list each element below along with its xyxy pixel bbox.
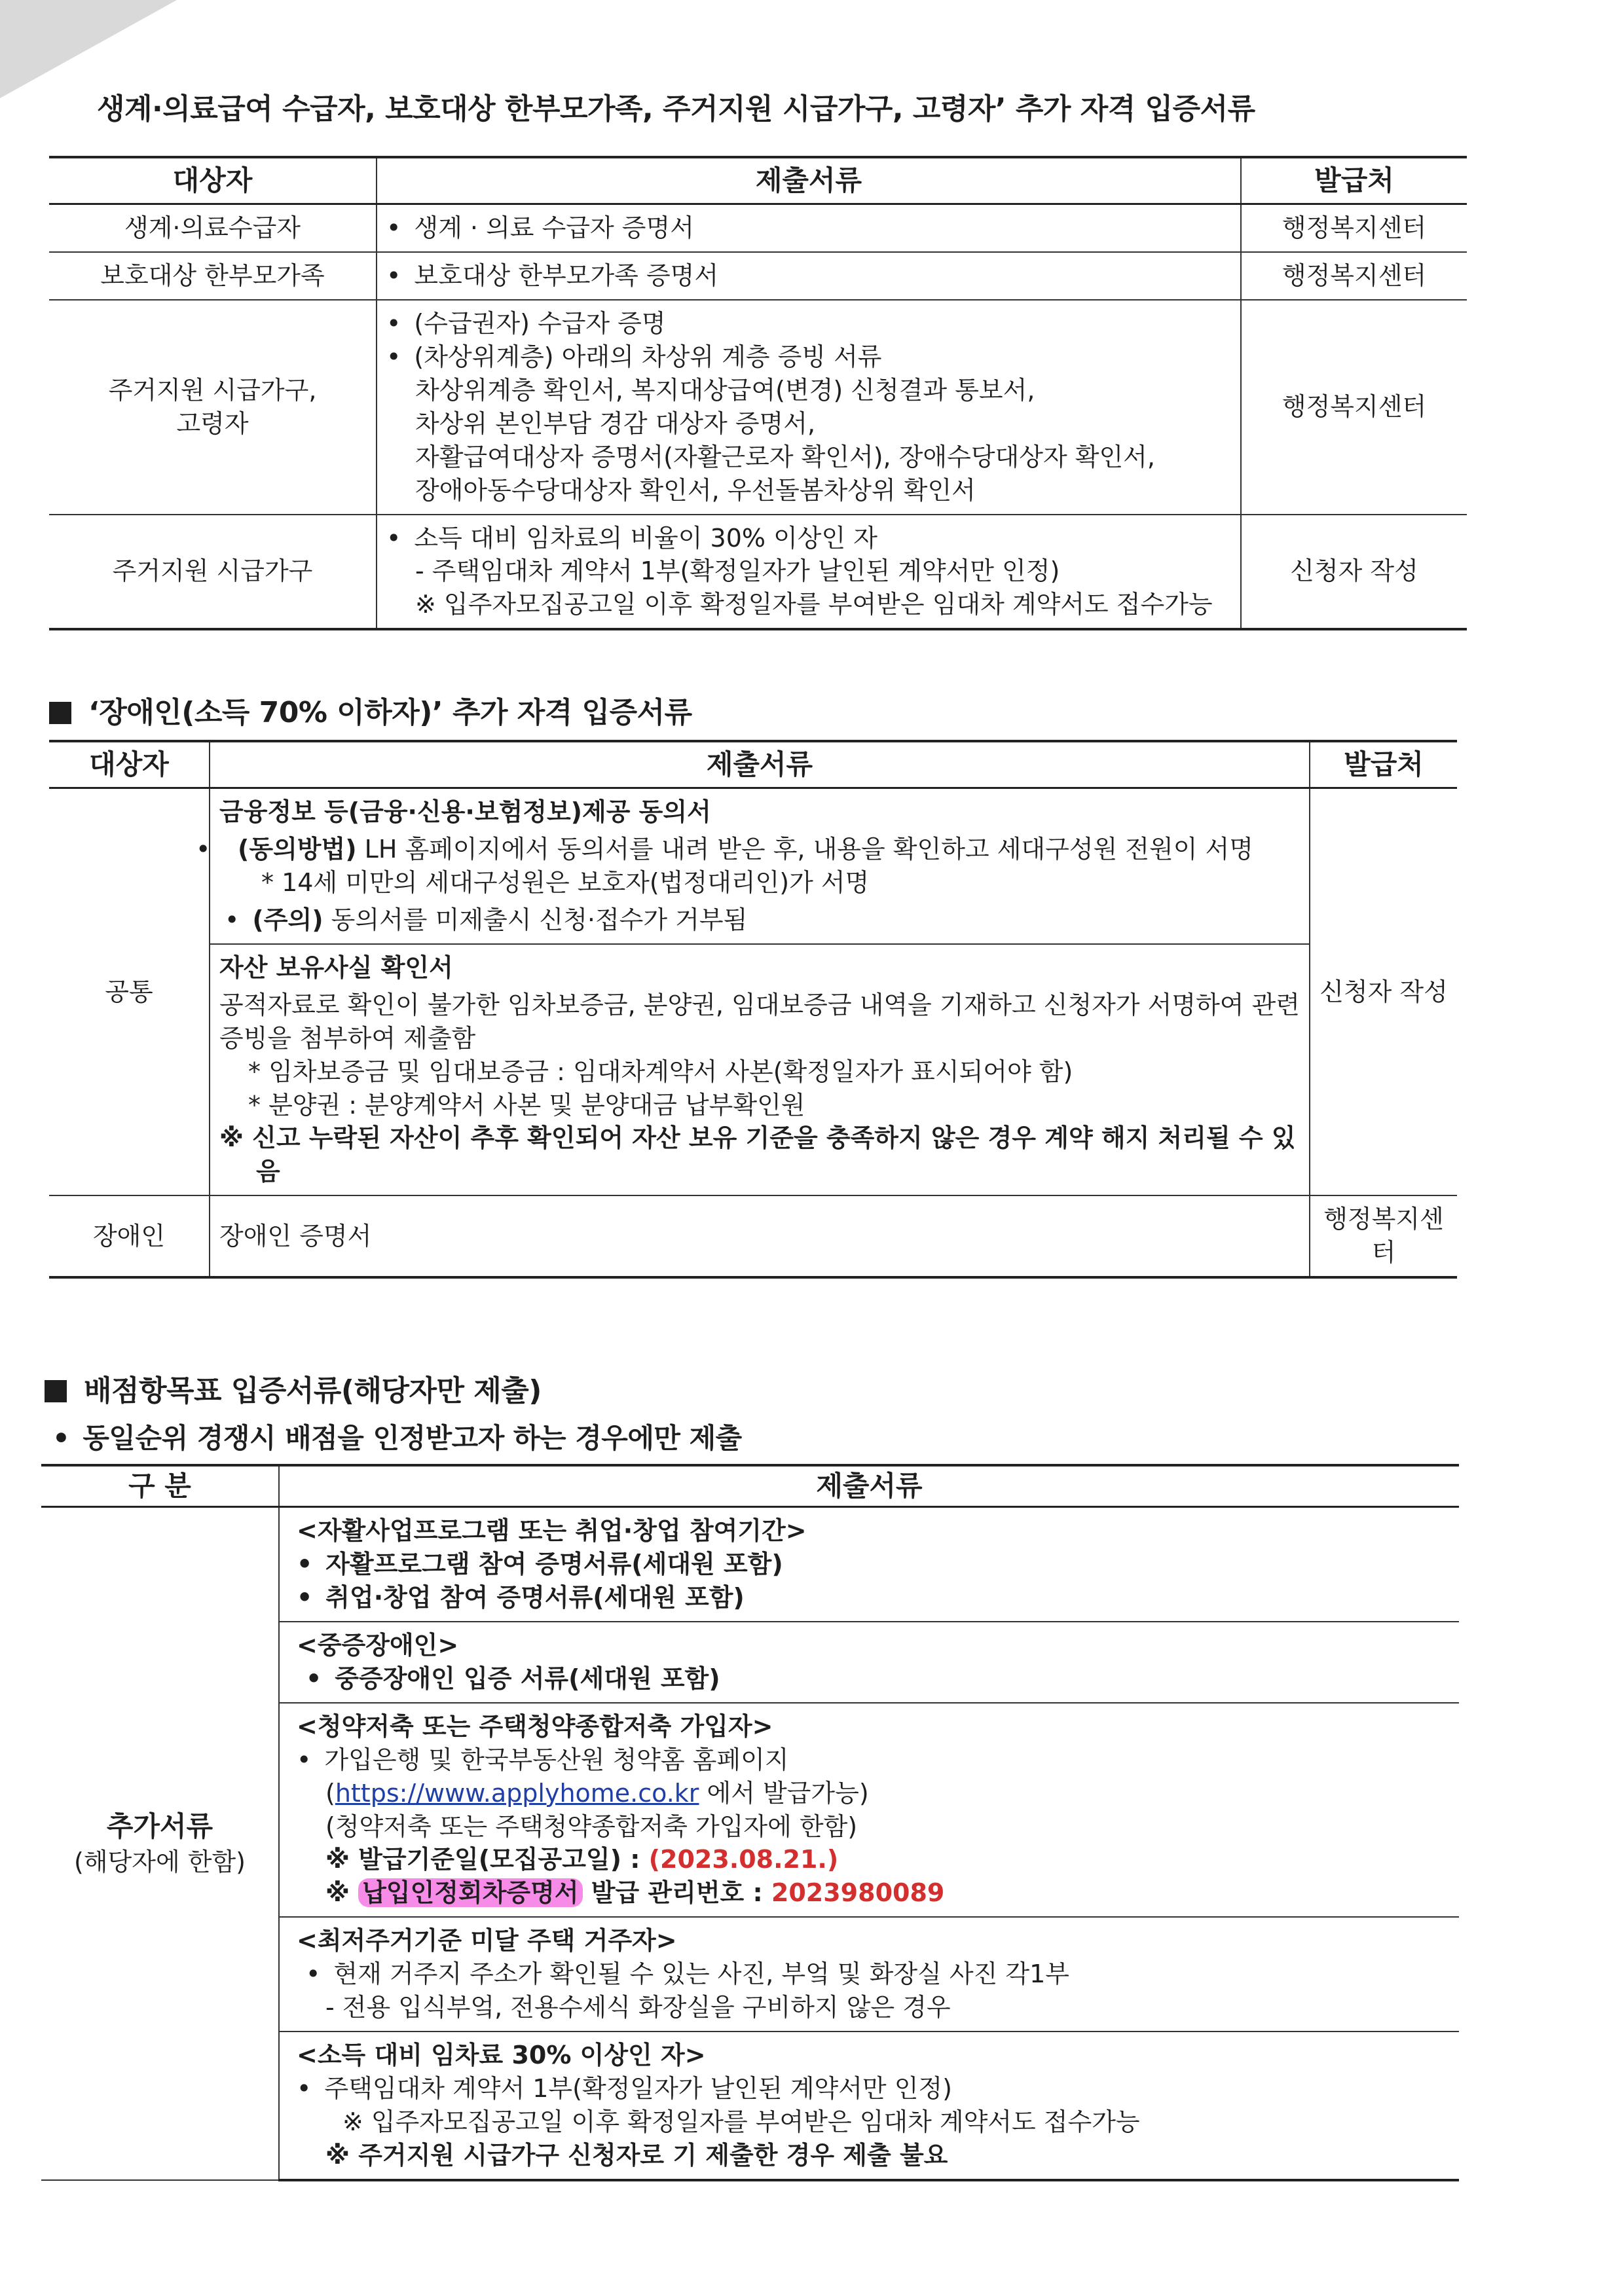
bullet-icon: • [386,309,401,338]
header-issuer: 발급처 [1241,157,1467,204]
bullet-label: (동의방법) [238,835,357,864]
mgmt-mark: ※ [325,1878,359,1908]
sub-line: - 주택임대차 계약서 1부(확정일자가 날인된 계약서만 인정) [415,556,1060,586]
bold-note-line: ※ 주거지원 시급가구 신청자로 기 제출한 경우 제출 불요 [325,2140,948,2170]
table-row [49,300,1467,514]
category-sub: (해당자에 한함) [74,1847,246,1876]
header-docs: 제출서류 [210,741,1310,788]
issuer-cell: 행정복지센터 [1241,252,1467,300]
header-docs: 제출서류 [377,157,1241,204]
bullet-icon: • [52,1422,70,1454]
sub-line: - 전용 입식부엌, 전용수세식 화장실을 구비하지 않은 경우 [325,1993,951,2022]
section3-title-text: 배점항목표 입증서류(해당자만 제출) [84,1374,542,1408]
docs-cell: 장애인 증명서 [210,1195,1310,1277]
sub-line: 차상위 본인부담 경감 대상자 증명서, [415,409,816,438]
table-header-row [49,157,1467,204]
body-text: 공적자료로 확인이 불가한 임차보증금, 분양권, 임대보증금 내역을 기재하고 신청자가 서명하여 관련 증빙을 첨부하여 제출함 [219,990,1300,1053]
block-title: <자활사업프로그램 또는 취업·창업 참여기간> [297,1516,807,1546]
bullet-text: 현재 거주지 주소가 확인될 수 있는 사진, 부엌 및 화장실 사진 각1부 [333,1959,1069,1989]
table-header-row [49,741,1457,788]
docs-cell [279,1703,1459,1917]
category-cell [41,1507,279,2180]
note-line: ※ 입주자모집공고일 이후 확정일자를 부여받은 임대차 계약서도 접수가능 [342,2107,1140,2136]
section3-subtitle-text: 동일순위 경쟁시 배점을 인정받고자 하는 경우에만 제출 [83,1422,742,1454]
bullet-line [219,903,1300,937]
note-line: * 임차보증금 및 임대보증금 : 임대차계약서 사본(확정일자가 표시되어야 함) [248,1057,1073,1086]
bullet-icon: • [386,342,401,371]
note-line: ※ 입주자모집공고일 이후 확정일자를 부여받은 임대차 계약서도 접수가능 [415,590,1213,619]
bullet-text: 취업·창업 참여 증명서류(세대원 포함) [325,1583,745,1613]
url-line [297,1777,1450,1810]
table-row [41,1507,1459,1622]
bullet-line [386,307,1231,340]
header-issuer: 발급처 [1310,741,1457,788]
category-main: 추가서류 [106,1810,213,1843]
docs-cell [279,1622,1459,1703]
highlighted-text: 납입인정회차증명서 [358,1878,582,1907]
section2-title-text: ‘장애인(소득 70% 이하자)’ 추가 자격 입증서류 [88,696,692,729]
date-line [297,1843,1450,1876]
bullet-label: (주의) [252,905,323,934]
target-line: 고령자 [176,409,249,438]
section1-table [49,156,1467,630]
applyhome-link[interactable]: https://www.applyhome.co.kr [335,1778,699,1808]
target-cell: 주거지원 시급가구 [49,515,377,630]
docs-cell [377,204,1241,252]
section2-table [49,740,1457,1279]
issuer-cell: 신청자 작성 [1241,515,1467,630]
block-title: <청약저축 또는 주택청약종합저축 가입자> [297,1711,773,1741]
bullet-line [386,522,1231,555]
target-cell: 생계·의료수급자 [49,204,377,252]
bullet-line [297,1548,1450,1581]
table-row [49,252,1467,300]
target-cell [49,300,377,514]
bullet-text: (차상위계층) 아래의 차상위 계층 증빙 서류 [414,342,882,371]
issuer-cell: 행정복지센터 [1310,1195,1457,1277]
doc-text: 보호대상 한부모가족 증명서 [414,261,719,291]
docs-cell [279,1917,1459,2032]
warning-text: ※ 신고 누락된 자산이 추후 확인되어 자산 보유 기준을 충족하지 않은 경우 계약 해지 처리될 수 있음 [219,1123,1296,1186]
doc-text: 생계 · 의료 수급자 증명서 [414,213,694,243]
block-title: 자산 보유사실 확인서 [219,953,453,982]
bullet-icon: • [297,2073,312,2103]
table-row [49,788,1457,944]
square-bullet-icon [49,702,71,724]
bullet-text: 자활프로그램 참여 증명서류(세대원 포함) [325,1550,783,1579]
docs-cell [279,1507,1459,1622]
header-target: 대상자 [49,157,377,204]
docs-cell [210,944,1310,1195]
bullet-icon: • [297,1583,313,1613]
bullet-icon: • [225,905,240,934]
sub-line: 장애아동수당대상자 확인서, 우선돌봄차상위 확인서 [415,475,976,505]
bullet-icon: • [386,213,401,243]
section3-title [45,1367,542,1409]
bullet-text: (수급권자) 수급자 증명 [414,309,666,338]
docs-cell [377,252,1241,300]
mgmt-value: 2023980089 [771,1878,945,1908]
bullet-text: 중증장애인 입증 서류(세대원 포함) [335,1664,720,1693]
table-row [49,944,1457,1195]
section3-subtitle [52,1417,742,1456]
bullet-line [386,340,1231,374]
docs-cell [377,300,1241,514]
section1-title: 생계·의료급여 수급자, 보호대상 한부모가족, 주거지원 시급가구, 고령자’ 추가 자격 입증서류 [97,92,1255,126]
issuer-cell: 신청자 작성 [1310,788,1457,1195]
docs-cell [377,515,1241,630]
sub-line: (청약저축 또는 주택청약종합저축 가입자에 한함) [325,1812,858,1841]
date-label: ※ 발급기준일(모집공고일) : [325,1845,649,1874]
bullet-line: • (동의방법) LH 홈페이지에서 동의서를 내려 받은 후, 내용을 확인하고 세대구성원 전원이 서명 [196,835,1253,864]
paren: ( [325,1778,335,1808]
bullet-line [297,1743,1450,1777]
table-row [49,1195,1457,1277]
bullet-line [297,1581,1450,1614]
sub-line: 자활급여대상자 증명서(자활근로자 확인서), 장애수당대상자 확인서, [415,442,1155,471]
target-cell: 장애인 [49,1195,210,1277]
target-line: 주거지원 시급가구, [108,375,317,405]
table-header-row [41,1465,1459,1507]
docs-cell [279,2032,1459,2180]
issuer-cell: 행정복지센터 [1241,204,1467,252]
bullet-line [297,1958,1450,1991]
block-title: <최저주거기준 미달 주택 거주자> [297,1926,677,1956]
mgmt-label: 발급 관리번호 : [582,1878,771,1908]
docs-cell [196,788,1310,944]
note-line: * 분양권 : 분양계약서 사본 및 분양대금 납부확인원 [248,1090,805,1120]
bullet-icon: • [386,523,401,553]
table-row [49,204,1467,252]
bullet-line [297,1662,1450,1696]
table-row [49,515,1467,630]
url-suffix: 에서 발급가능) [699,1778,869,1808]
header-category: 구 분 [41,1465,279,1507]
note-line: * 14세 미만의 세대구성원은 보호자(법정대리인)가 서명 [261,868,870,898]
bullet-icon: • [297,1745,312,1774]
section2-title [49,689,692,731]
bullet-icon: • [306,1664,322,1693]
bullet-text: 주택임대차 계약서 1부(확정일자가 날인된 계약서만 인정) [324,2073,952,2103]
bullet-icon: • [306,1959,321,1989]
block-title: 금융정보 등(금융·신용·보험정보)제공 동의서 [219,797,711,827]
bullet-line [297,2072,1450,2105]
section3-table [41,1464,1459,2181]
bullet-icon: • [297,1550,313,1579]
block-title: <소득 대비 임차료 30% 이상인 자> [297,2040,706,2069]
bullet-text: 가입은행 및 한국부동산원 청약홈 홈페이지 [324,1745,789,1774]
bullet-text: 동의서를 미제출시 신청·접수가 거부됨 [323,905,748,934]
block-title: <중증장애인> [297,1630,459,1660]
issuer-cell: 행정복지센터 [1241,300,1467,514]
header-target: 대상자 [49,741,210,788]
mgmt-line [297,1876,1450,1910]
bullet-text: 소득 대비 임차료의 비율이 30% 이상인 자 [414,523,877,553]
bullet-icon: • [386,261,401,291]
header-docs: 제출서류 [279,1465,1459,1507]
target-cell: 보호대상 한부모가족 [49,252,377,300]
date-value: (2023.08.21.) [648,1845,839,1874]
square-bullet-icon [45,1380,67,1402]
sub-line: 차상위계층 확인서, 복지대상급여(변경) 신청결과 통보서, [415,375,1035,405]
folded-page-corner [0,0,177,98]
bullet-text: LH 홈페이지에서 동의서를 내려 받은 후, 내용을 확인하고 세대구성원 전원이 서명 [356,835,1253,864]
target-cell: 공통 [49,788,210,1195]
